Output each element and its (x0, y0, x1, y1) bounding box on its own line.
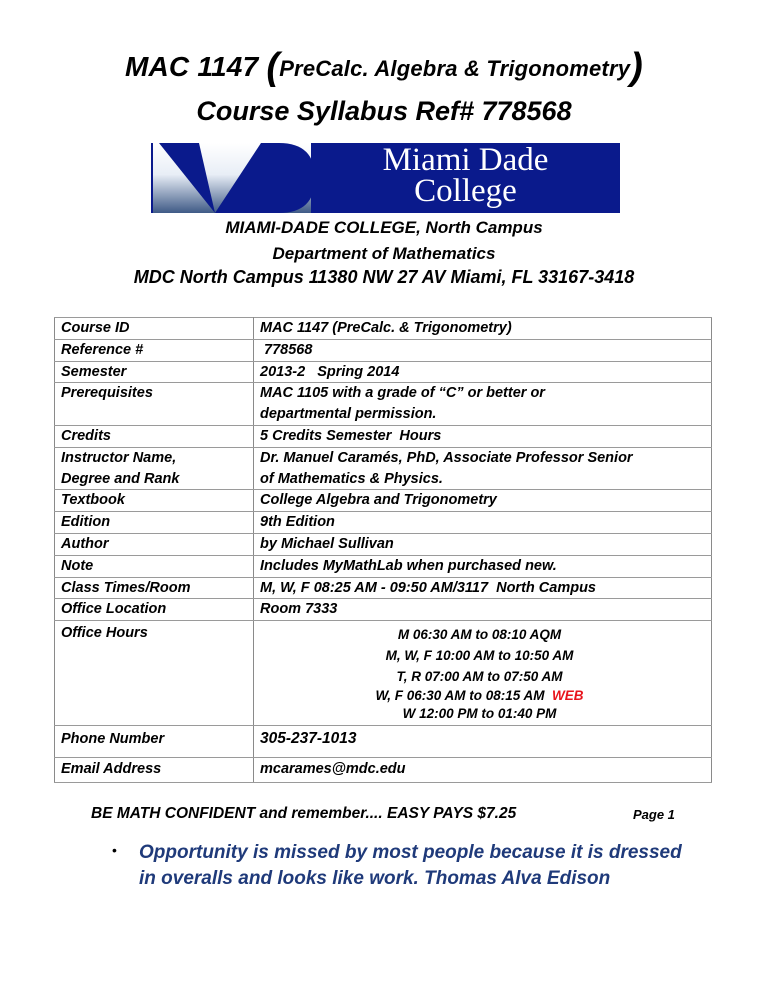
bullet-icon: • (112, 842, 117, 858)
row-value (254, 447, 712, 490)
class-times-value: M, W, F 08:25 AM - 09:50 AM/3117 North Campus (260, 579, 596, 596)
row-value: Includes MyMathLab when purchased new. (254, 555, 712, 577)
row-value (254, 425, 712, 447)
course-info-table (54, 317, 712, 783)
table-row (55, 555, 712, 577)
table-row (55, 533, 712, 555)
row-label: Textbook (55, 490, 254, 512)
page-number: Page 1 (633, 807, 675, 822)
row-value: Room 7333 (254, 599, 712, 621)
row-value: MAC 1147 (PreCalc. & Trigonometry) (254, 318, 712, 340)
row-label (55, 447, 254, 490)
table-row (55, 425, 712, 447)
web-badge: WEB (552, 688, 584, 704)
footer-motto: BE MATH CONFIDENT and remember.... EASY PAYS $7.25 (91, 805, 517, 822)
email-value: mcarames@mdc.edu (254, 758, 712, 783)
row-value: 9th Edition (254, 512, 712, 534)
credits-value: 5 Credits Semester Hours (260, 427, 442, 444)
table-row (55, 512, 712, 534)
row-label: Credits (55, 425, 254, 447)
campus-address: MDC North Campus 11380 NW 27 AV Miami, FL 33167-3418 (133, 267, 635, 287)
table-row (55, 621, 712, 726)
office-hours-list (254, 621, 712, 726)
logo-line-2: College (414, 173, 517, 209)
row-value (254, 339, 712, 361)
quote-text: Opportunity is missed by most people because it is dressed in overalls and looks like work. Thomas Alva Edison (139, 842, 682, 889)
instructor-line-2: of Mathematics & Physics. (260, 470, 443, 487)
row-value: by Michael Sullivan (254, 533, 712, 555)
row-value (254, 361, 712, 383)
page-title (0, 46, 768, 89)
logo-line-1: Miami Dade (382, 143, 549, 178)
row-value: College Algebra and Trigonometry (254, 490, 712, 512)
table-row (55, 318, 712, 340)
title-course-name: PreCalc. Algebra & Trigonometry (279, 56, 631, 81)
row-label: Class Times/Room (55, 577, 254, 599)
department-name: Department of Mathematics (272, 244, 496, 263)
title-open-paren: ( (266, 46, 280, 88)
title-course-code: MAC 1147 (124, 51, 267, 82)
row-label: Course ID (55, 318, 254, 340)
table-row (55, 447, 712, 490)
prerequisites-line-2: departmental permission. (260, 406, 437, 423)
table-row (55, 577, 712, 599)
office-hours-line: T, R 07:00 AM to 07:50 AM (396, 669, 563, 685)
row-label: Semester (55, 361, 254, 383)
row-label: Reference # (55, 339, 254, 361)
row-label: Prerequisites (55, 383, 254, 426)
college-logo-text (313, 145, 618, 207)
instructor-line-1: Dr. Manuel Caramés, PhD, Associate Professor Senior (260, 449, 633, 466)
table-row (55, 339, 712, 361)
row-label: Note (55, 555, 254, 577)
college-name: MIAMI-DADE COLLEGE, North Campus (225, 218, 543, 237)
phone-value: 305-237-1013 (254, 726, 712, 758)
title-close-paren: ) (630, 46, 644, 88)
row-value (254, 577, 712, 599)
table-row (55, 599, 712, 621)
office-hours-line: M, W, F 10:00 AM to 10:50 AM (385, 648, 574, 664)
prerequisites-line-1: MAC 1105 with a grade of “C” or better or (260, 385, 545, 402)
row-label: Email Address (55, 758, 254, 783)
row-label: Author (55, 533, 254, 555)
row-label: Office Location (55, 599, 254, 621)
table-row (55, 490, 712, 512)
table-row (55, 361, 712, 383)
office-hours-line (254, 687, 705, 705)
instructor-label-line-2: Degree and Rank (61, 470, 180, 487)
reference-number: 778568 (260, 341, 313, 358)
semester-value: 2013-2 Spring 2014 (260, 363, 400, 380)
page-subtitle: Course Syllabus Ref# 778568 (196, 96, 572, 126)
row-label: Edition (55, 512, 254, 534)
instructor-label-line-1: Instructor Name, (61, 449, 177, 466)
row-value (254, 383, 712, 426)
office-hours-line: W 12:00 PM to 01:40 PM (402, 706, 557, 722)
office-hours-line: M 06:30 AM to 08:10 AQM (397, 627, 562, 643)
table-row (55, 726, 712, 758)
row-label: Phone Number (55, 726, 254, 758)
office-hours-web-time: W, F 06:30 AM to 08:15 AM (375, 688, 553, 704)
table-row (55, 383, 712, 426)
college-logo (151, 143, 620, 213)
row-label: Office Hours (55, 621, 254, 726)
table-row (55, 758, 712, 783)
